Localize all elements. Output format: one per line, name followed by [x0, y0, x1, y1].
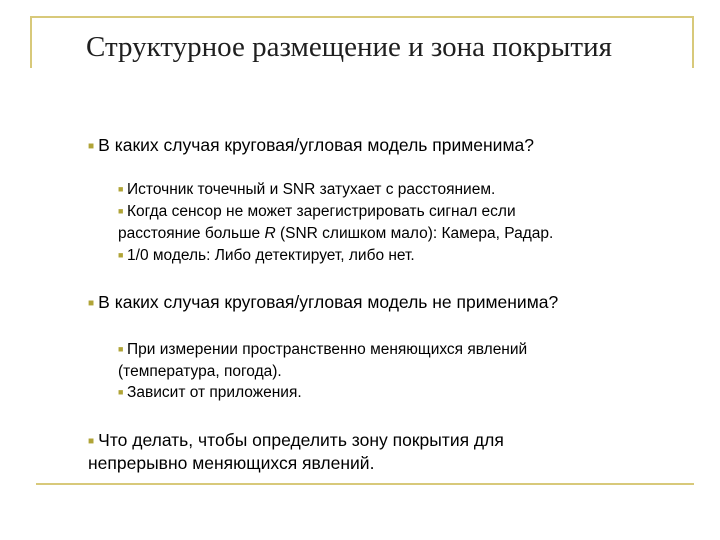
- square-bullet-icon: ■: [118, 250, 124, 261]
- frame-left-line: [30, 16, 32, 68]
- q1-item-1: ■ Источник точечный и SNR затухает с расстоянием.: [118, 181, 496, 198]
- square-bullet-icon: ■: [118, 184, 124, 195]
- question-3: ■ Что делать, чтобы определить зону покрытия для: [88, 430, 504, 450]
- q1-item-3: ■ 1/0 модель: Либо детектирует, либо нет.: [118, 247, 415, 264]
- question-2: ■ В каких случая круговая/угловая модель не применима?: [88, 292, 559, 312]
- square-bullet-icon: ■: [88, 140, 95, 152]
- q1-item-2: ■ Когда сенсор не может зарегистрировать сигнал если: [118, 203, 516, 220]
- slide-title: Структурное размещение и зона покрытия: [86, 31, 612, 63]
- question-3-continuation: непрерывно меняющихся явлений.: [88, 453, 375, 473]
- q2-item-2: ■ Зависит от приложения.: [118, 384, 302, 401]
- frame-bottom-line: [36, 483, 694, 485]
- q2-item-1: ■ При измерении пространственно меняющихся явлений: [118, 341, 528, 358]
- square-bullet-icon: ■: [118, 206, 124, 217]
- q2-item-1-continuation: (температура, погода).: [118, 363, 282, 380]
- square-bullet-icon: ■: [118, 387, 124, 398]
- question-1: ■ В каких случая круговая/угловая модель применима?: [88, 135, 534, 155]
- frame-top-line: [30, 16, 694, 18]
- square-bullet-icon: ■: [88, 297, 95, 309]
- q1-item-2-continuation: расстояние больше R (SNR слишком мало): Камера, Радар.: [118, 225, 554, 242]
- square-bullet-icon: ■: [118, 344, 124, 355]
- square-bullet-icon: ■: [88, 435, 95, 447]
- frame-right-line: [692, 16, 694, 68]
